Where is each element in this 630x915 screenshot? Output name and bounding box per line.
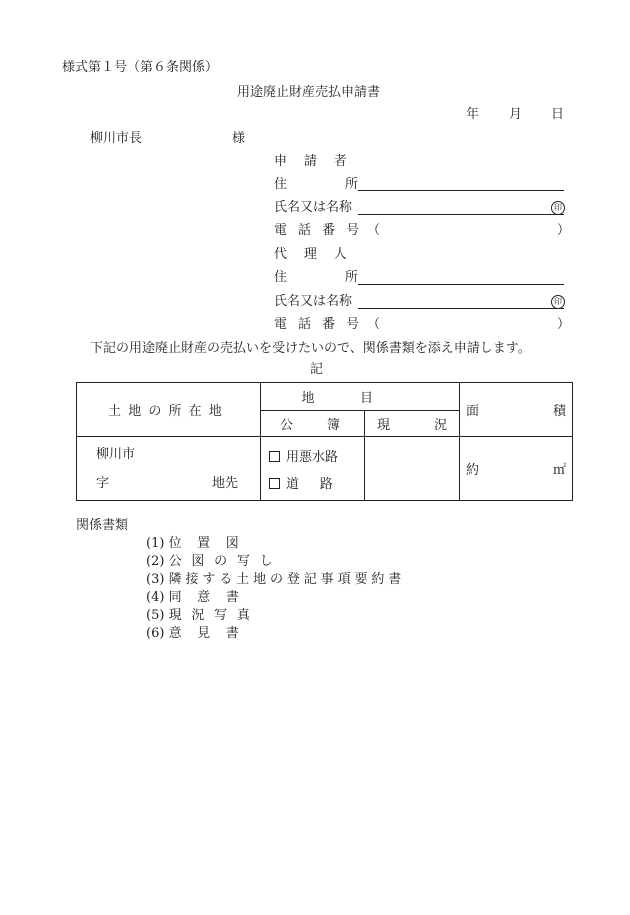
agent-phone-open: （ bbox=[367, 317, 381, 332]
related-docs-heading: 関係書類 bbox=[76, 518, 129, 533]
applicant-seal-icon: 印 bbox=[551, 201, 565, 215]
applicant-address-label: 住 所 bbox=[274, 177, 358, 192]
agent-seal-icon: 印 bbox=[551, 295, 565, 309]
applicant-heading: 申請者 bbox=[274, 154, 364, 169]
genkyo-header-cell bbox=[365, 411, 460, 437]
addressee-name: 柳川市長 bbox=[90, 131, 143, 146]
location-city: 柳川市 bbox=[96, 447, 136, 462]
agent-name-line[interactable] bbox=[358, 308, 564, 309]
ki-label: 記 bbox=[310, 362, 324, 377]
area-value-row bbox=[460, 459, 572, 478]
kobo-option-doro[interactable] bbox=[269, 473, 364, 492]
document-title: 用途廃止財産売払申請書 bbox=[237, 85, 381, 100]
land-table bbox=[76, 382, 573, 501]
list-item: (2) 公図の写し bbox=[146, 554, 283, 569]
kobo-header-cell bbox=[261, 411, 365, 437]
applicant-address-line[interactable] bbox=[358, 190, 564, 191]
kobo-header: 公 簿 bbox=[280, 418, 340, 433]
kobo-option-label: 用悪水路 bbox=[286, 449, 339, 465]
list-item: (1) 位置図 bbox=[146, 536, 255, 551]
location-header: 土地の所在地 bbox=[77, 383, 261, 437]
related-docs-list bbox=[146, 537, 405, 645]
checkbox-icon[interactable] bbox=[269, 451, 280, 462]
agent-heading: 代理人 bbox=[274, 247, 364, 262]
location-cell[interactable] bbox=[77, 437, 261, 501]
applicant-phone-label: 電話番号 bbox=[274, 223, 371, 238]
location-aza-row bbox=[77, 462, 260, 491]
list-item: (3) 隣接する土地の登記事項要約書 bbox=[146, 572, 406, 587]
agent-name-label: 氏名又は名称 bbox=[274, 294, 353, 309]
area-cell[interactable] bbox=[460, 437, 573, 501]
applicant-name-line[interactable] bbox=[358, 214, 564, 215]
list-item: (6) 意見書 bbox=[146, 626, 255, 641]
area-prefix: 約 bbox=[466, 463, 480, 478]
list-item: (5) 現況写真 bbox=[146, 608, 260, 623]
agent-address-line[interactable] bbox=[358, 284, 564, 285]
applicant-phone-open: （ bbox=[367, 223, 381, 238]
kobo-option-yoakusuiro[interactable] bbox=[269, 446, 364, 465]
date-day-label: 日 bbox=[551, 107, 565, 122]
area-unit: ㎡ bbox=[553, 463, 567, 478]
genkyo-cell[interactable] bbox=[365, 437, 460, 501]
addressee-honorific: 様 bbox=[232, 131, 246, 146]
body-text: 下記の用途廃止財産の売払いを受けたいので、関係書類を添え申請します。 bbox=[90, 341, 531, 356]
area-header: 面 積 bbox=[466, 404, 567, 419]
genkyo-header: 現 況 bbox=[377, 418, 448, 433]
kobo-cell bbox=[261, 437, 365, 501]
checkbox-icon[interactable] bbox=[269, 478, 280, 489]
chimoku-header: 地目 bbox=[261, 383, 460, 411]
applicant-phone-close: ） bbox=[557, 223, 571, 238]
agent-address-label: 住 所 bbox=[274, 270, 358, 285]
list-item: (4) 同意書 bbox=[146, 590, 255, 605]
agent-phone-close: ） bbox=[557, 317, 571, 332]
location-chisaki: 地先 bbox=[211, 476, 238, 491]
location-aza: 字 bbox=[96, 476, 110, 491]
date-year-label: 年 bbox=[466, 107, 480, 122]
date-month-label: 月 bbox=[509, 107, 523, 122]
form-number: 様式第１号（第６条関係） bbox=[62, 60, 219, 75]
area-header-cell bbox=[460, 383, 573, 437]
agent-phone-label: 電話番号 bbox=[274, 317, 371, 332]
applicant-name-label: 氏名又は名称 bbox=[274, 200, 353, 215]
kobo-option-label: 道路 bbox=[286, 476, 354, 492]
